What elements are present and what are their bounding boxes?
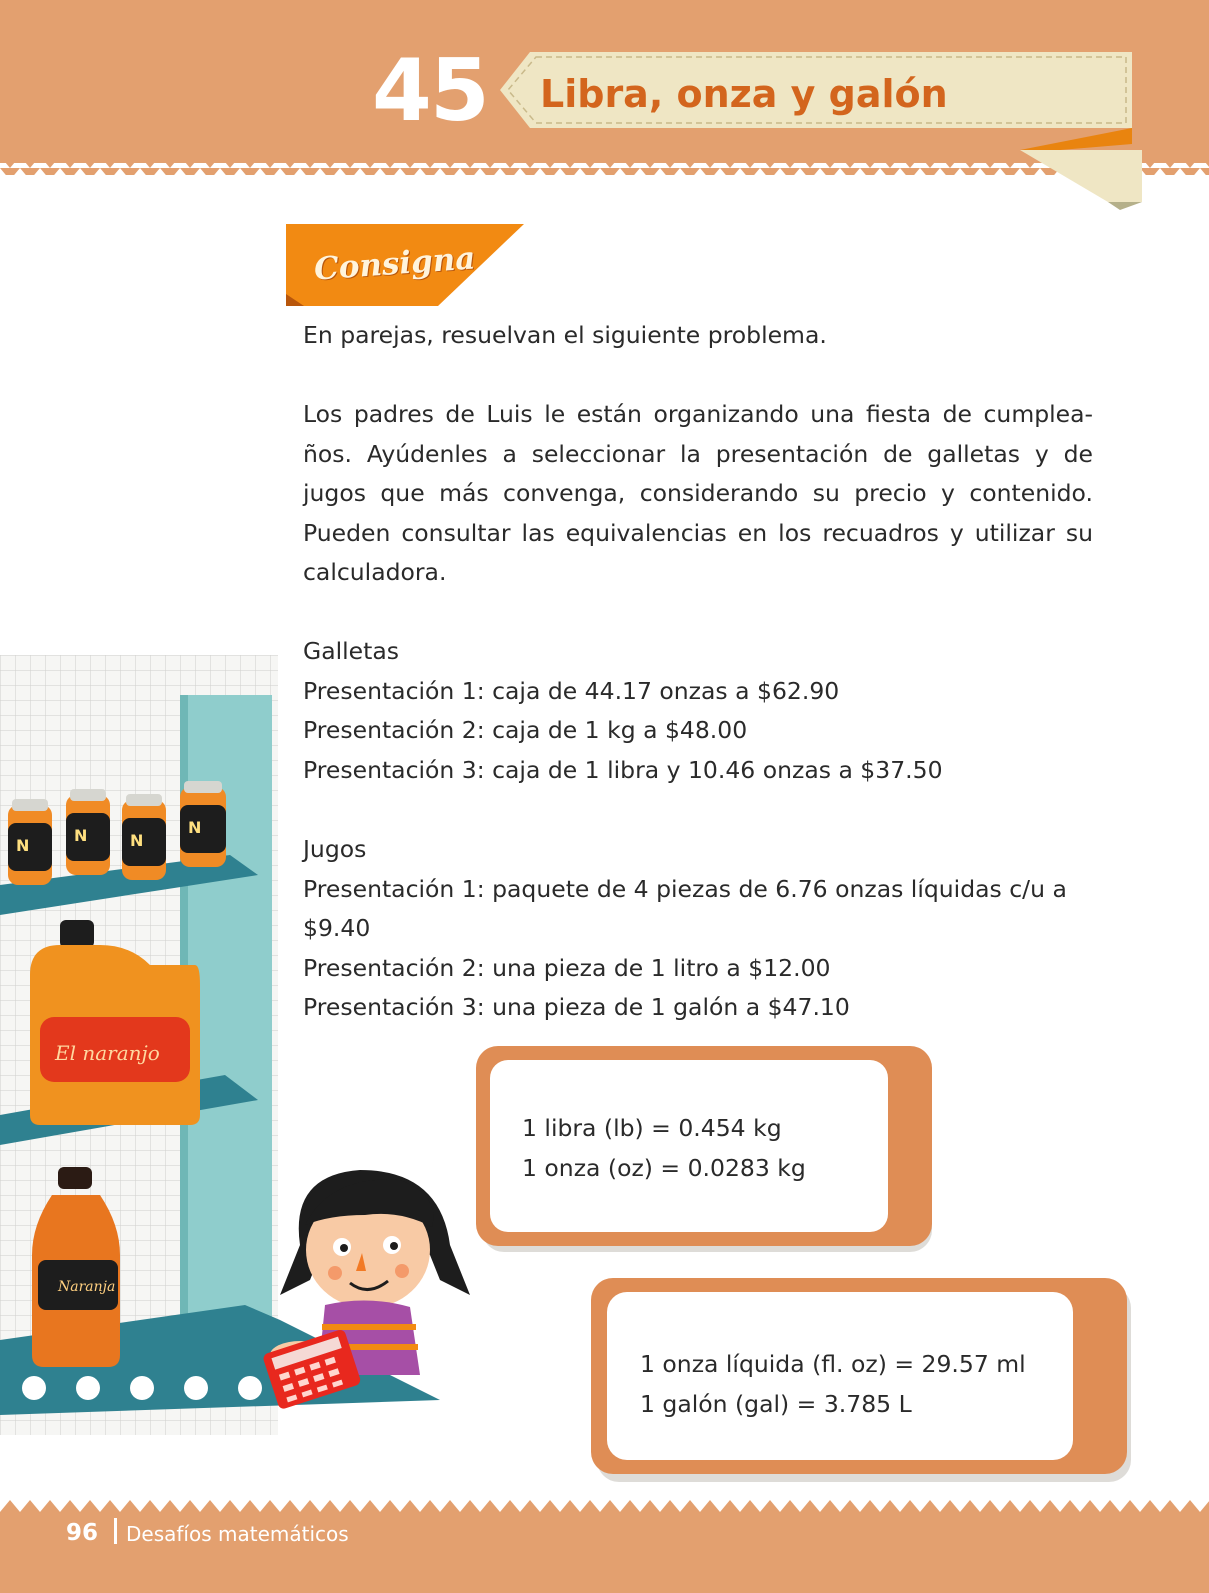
svg-text:Naranja: Naranja: [58, 1279, 116, 1295]
equivalence-line: 1 onza (oz) = 0.0283 kg: [522, 1154, 806, 1182]
equivalence-line: 1 galón (gal) = 3.785 L: [640, 1390, 912, 1418]
equivalence-weight-text: [522, 1108, 806, 1188]
galletas-heading: Galletas: [303, 637, 399, 665]
equivalence-line: 1 libra (lb) = 0.454 kg: [522, 1114, 782, 1142]
galletas-item: Presentación 1: caja de 44.17 onzas a $62.90: [303, 676, 840, 705]
lesson-title: Libra, onza y galón: [540, 72, 948, 116]
svg-text:N: N: [16, 836, 30, 855]
page-number: 96: [66, 1520, 99, 1546]
jugos-item: Presentación 2: una pieza de 1 litro a $12.00: [303, 953, 831, 982]
galletas-item: Presentación 2: caja de 1 kg a $48.00: [303, 716, 748, 744]
svg-text:N: N: [74, 826, 88, 845]
svg-text:N: N: [130, 831, 144, 850]
footer-band: [0, 1500, 1209, 1593]
book-title: Desafíos matemáticos: [126, 1522, 349, 1546]
problem-text: Los padres de Luis le están organizando una fiesta de cumplea-ños. Ayúdenles a seleccionar la presentación de galletas y de jugos que más convenga, considerando su precio y contenido. Pueden consultar las equivalencias en los recuadros y utilizar su calculadora.: [303, 400, 1093, 586]
lesson-number: 45: [372, 41, 488, 141]
jugos-heading: Jugos: [303, 835, 367, 863]
equivalence-volume-text: [640, 1344, 1026, 1424]
footer-divider: [114, 1518, 117, 1544]
jugos-item: Presentación 3: una pieza de 1 galón a $47.10: [303, 993, 850, 1021]
svg-text:El naranjo: El naranjo: [55, 1041, 160, 1065]
jugos-item: Presentación 1: paquete de 4 piezas de 6.76 onzas líquidas c/u a $9.40: [303, 874, 1067, 942]
svg-text:N: N: [188, 818, 202, 837]
galletas-item: Presentación 3: caja de 1 libra y 10.46 onzas a $37.50: [303, 755, 943, 784]
consigna-label: Consigna: [312, 240, 477, 288]
shelf-illustration: [0, 655, 485, 1455]
equivalence-line: 1 onza líquida (fl. oz) = 29.57 ml: [640, 1350, 1026, 1378]
instruction-text: En parejas, resuelvan el siguiente problema.: [303, 321, 827, 349]
